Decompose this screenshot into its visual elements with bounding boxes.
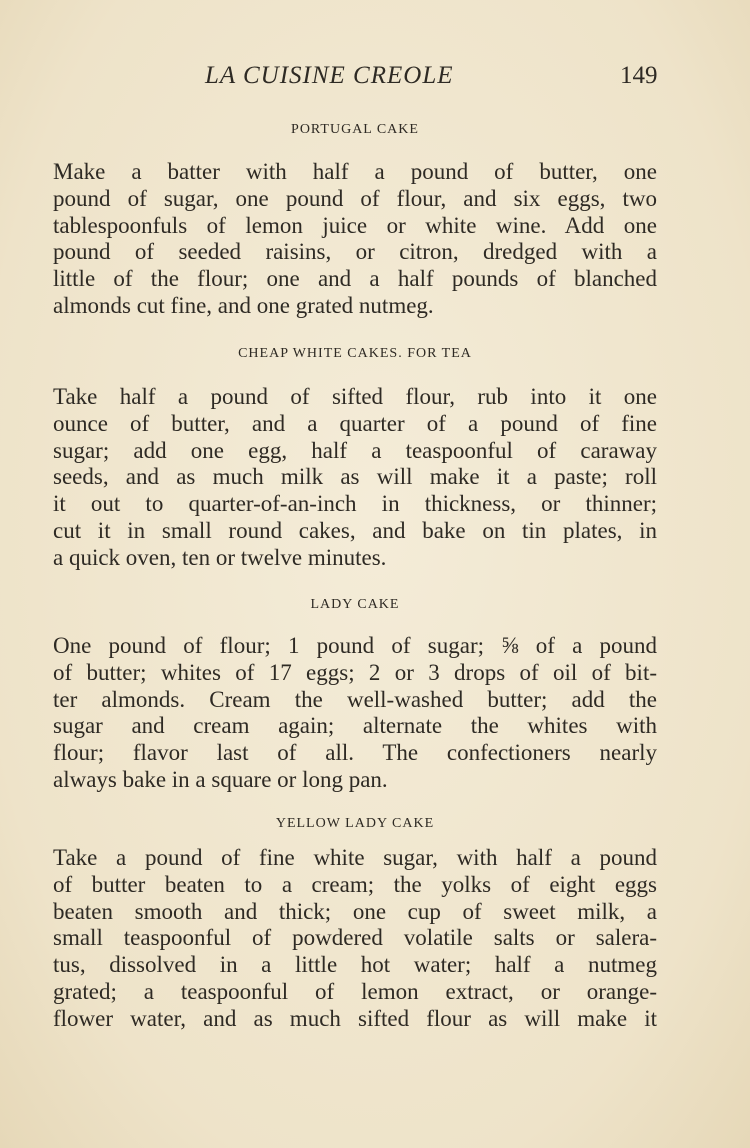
text-line: seeds, and as much milk as will make it a paste; roll [53,464,657,490]
text-line: pound of seeded raisins, or citron, dredged with a [53,239,657,265]
text-line: always bake in a square or long pan. [53,766,388,792]
text-line: almonds cut fine, and one grated nutmeg. [53,292,434,318]
recipe-body [53,633,657,794]
text-line: of butter; whites of 17 eggs; 2 or 3 drops of oil of bit- [53,659,657,685]
recipe-body [53,384,657,572]
text-line: sugar and cream again; alternate the whites with [53,713,657,739]
text-line: small teaspoonful of powdered volatile salts or salera- [53,925,657,951]
text-line: of butter beaten to a cream; the yolks of eight eggs [53,871,657,897]
text-line: flour; flavor last of all. The confectioners nearly [53,740,657,766]
text-line: One pound of flour; 1 pound of sugar; ⅝ of a pound [53,633,657,658]
text-line: ounce of butter, and a quarter of a pound of fine [53,410,657,436]
text-line: sugar; add one egg, half a teaspoonful of caraway [53,437,657,463]
recipe-body [53,845,657,1033]
text-line: little of the flour; one and a half pounds of blanched [53,266,657,292]
recipe-title: PORTUGAL CAKE [291,122,419,137]
text-line: Make a batter with half a pound of butter, one [53,159,657,184]
text-line: Take half a pound of sifted flour, rub into it one [53,384,657,409]
text-line: pound of sugar, one pound of flour, and six eggs, two [53,185,657,211]
text-line: a quick oven, ten or twelve minutes. [53,544,387,570]
recipe-title: LADY CAKE [310,597,400,612]
recipe-title: CHEAP WHITE CAKES. FOR TEA [238,346,472,361]
text-line: grated; a teaspoonful of lemon extract, or orange- [53,978,657,1004]
text-line: tus, dissolved in a little hot water; half a nutmeg [53,952,657,978]
page-number: 149 [620,62,658,89]
text-line: beaten smooth and thick; one cup of sweet milk, a [53,898,657,924]
text-line: ter almonds. Cream the well-washed butter; add the [53,686,657,712]
recipe-title: YELLOW LADY CAKE [275,816,435,831]
text-line: Take a pound of fine white sugar, with half a pound [53,845,657,870]
text-line: it out to quarter-of-an-inch in thickness, or thinner; [53,491,657,517]
text-line: cut it in small round cakes, and bake on tin plates, in [53,517,657,543]
text-line: tablespoonfuls of lemon juice or white wine. Add one [53,212,657,238]
running-head-title: LA CUISINE CREOLE [205,62,454,89]
recipe-body [53,159,657,320]
text-line: flower water, and as much sifted flour as will make it [53,1005,657,1031]
